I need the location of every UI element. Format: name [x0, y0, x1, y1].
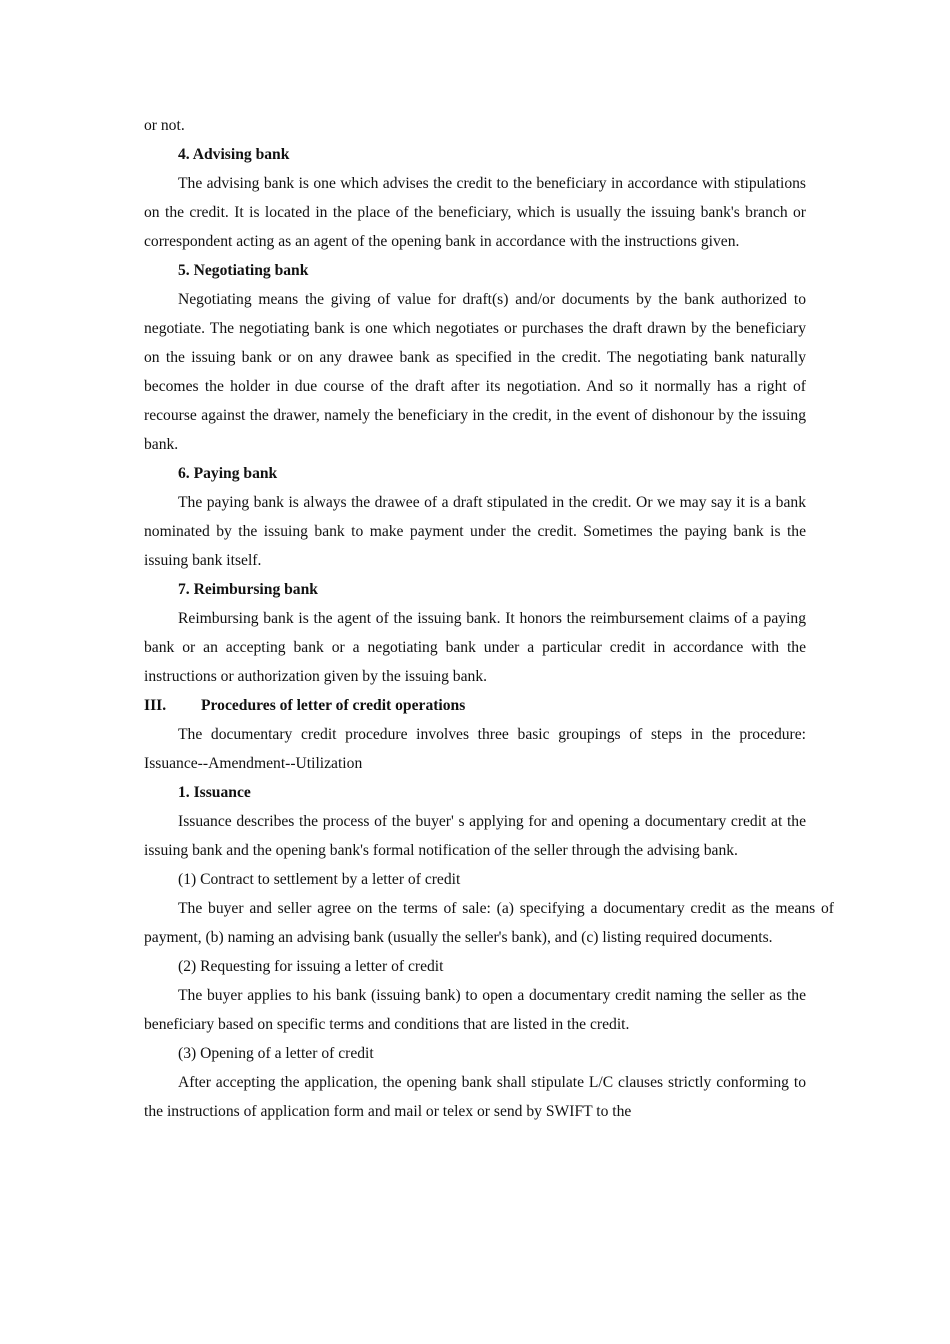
heading-advising-bank: 4. Advising bank	[178, 146, 290, 163]
heading-reimbursing-bank: 7. Reimbursing bank	[178, 581, 318, 598]
paragraph-paying-bank: The paying bank is always the drawee of a draft stipulated in the credit. Or we may say it is a bank nominated by the issuing bank to make payment under the credit. Sometimes the paying bank is the issuing bank itself.	[144, 494, 806, 569]
paragraph-negotiating-bank: Negotiating means the giving of value for draft(s) and/or documents by the bank authorized to negotiate. The negotiating bank is one which negotiates or purchases the draft drawn by the beneficiary on the issuing bank or on any drawee bank as specified in the credit. The negotiating bank naturally becomes the holder in due course of the draft after its negotiation. And so it normally has a right of recourse against the drawer, namely the beneficiary in the credit, in the event of dishonour by the issuing bank.	[144, 291, 806, 453]
paragraph-opening-credit: After accepting the application, the opening bank shall stipulate L/C clauses strictly conforming to the instructions of application form and mail or telex or send by SWIFT to the	[144, 1074, 806, 1120]
heading-issuance: 1. Issuance	[178, 784, 251, 801]
heading-paying-bank: 6. Paying bank	[178, 465, 278, 482]
paragraph-procedure-overview: The documentary credit procedure involves three basic groupings of steps in the procedure: Issuance--Amendment--Utilization	[144, 726, 806, 772]
subheading-opening-credit: (3) Opening of a letter of credit	[178, 1045, 374, 1062]
paragraph-reimbursing-bank: Reimbursing bank is the agent of the issuing bank. It honors the reimbursement claims of a paying bank or an accepting bank or a negotiating bank under a particular credit in accordance with the instructions or authorization given by the issuing bank.	[144, 610, 806, 685]
section-title: Procedures of letter of credit operations	[201, 697, 466, 714]
paragraph-requesting-issuing: The buyer applies to his bank (issuing bank) to open a documentary credit naming the seller as the beneficiary based on specific terms and conditions that are listed in the credit.	[144, 987, 806, 1033]
paragraph-advising-bank: The advising bank is one which advises the credit to the beneficiary in accordance with stipulations on the credit. It is located in the place of the beneficiary, which is usually the issuing bank's branch or correspondent acting as an agent of the opening bank in accordance with the instructions given.	[144, 175, 806, 250]
document-page	[144, 111, 834, 1126]
paragraph-continuation: or not.	[144, 117, 185, 134]
paragraph-issuance: Issuance describes the process of the buyer' s applying for and opening a documentary credit at the issuing bank and the opening bank's formal notification of the seller through the advising bank.	[144, 813, 806, 859]
subheading-contract-settlement: (1) Contract to settlement by a letter of credit	[178, 871, 461, 888]
heading-negotiating-bank: 5. Negotiating bank	[178, 262, 309, 279]
section-number: III.	[144, 697, 167, 714]
section-heading-procedures	[144, 691, 806, 720]
subheading-requesting-issuing: (2) Requesting for issuing a letter of credit	[178, 958, 444, 975]
paragraph-contract-settlement: The buyer and seller agree on the terms of sale: (a) specifying a documentary credit as the means of payment, (b) naming an advising bank (usually the seller's bank), and (c) listing required documents.	[144, 900, 834, 946]
